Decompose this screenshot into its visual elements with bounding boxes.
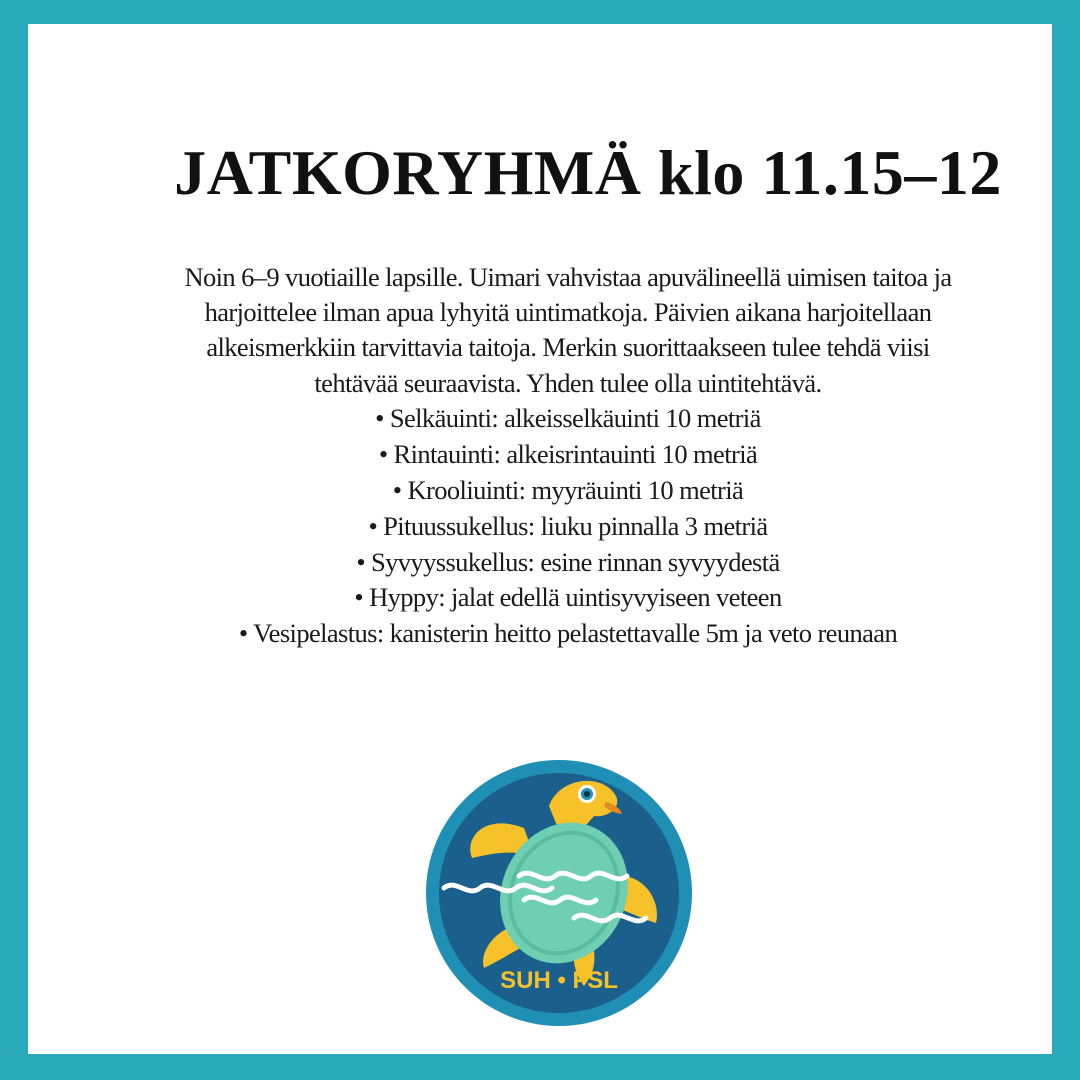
description-line: alkeismerkkiin tarvittavia taitoja. Merkin suorittaakseen tulee tehdä viisi	[206, 332, 930, 363]
content-card	[28, 24, 1052, 1054]
task-list-item: • Vesipelastus: kanisterin heitto pelastettavalle 5m ja veto reunaan	[238, 618, 898, 649]
task-list-item: • Hyppy: jalat edellä uintisyvyiseen veteen	[354, 582, 782, 613]
task-list-item: • Selkäuinti: alkeisselkäuinti 10 metriä	[375, 403, 761, 434]
task-list-item: • Rintauinti: alkeisrintauinti 10 metriä	[378, 439, 758, 470]
task-list-item: • Krooliuinti: myyräuinti 10 metriä	[392, 475, 744, 505]
logo-area	[394, 754, 722, 1026]
description-line: tehtävää seuraavista. Yhden tulee olla uintitehtävä.	[314, 367, 822, 398]
description-block	[68, 260, 1068, 651]
task-list-item: • Syvyyssukellus: esine rinnan syvyydestä	[356, 546, 780, 577]
logo-text: SUH • FSL	[500, 967, 618, 994]
task-list-item: • Pituussukellus: liuku pinnalla 3 metriä	[368, 510, 768, 541]
description-line: Noin 6–9 vuotiaille lapsille. Uimari vahvistaa apuvälineellä uimisen taitoa ja	[184, 262, 952, 292]
turtle-badge-icon	[424, 758, 694, 1028]
page-title: JATKORYHMÄ klo 11.15–12	[174, 137, 1002, 208]
description-line: harjoittelee ilman apua lyhyitä uintimatkoja. Päivien aikana harjoitellaan	[204, 297, 932, 328]
